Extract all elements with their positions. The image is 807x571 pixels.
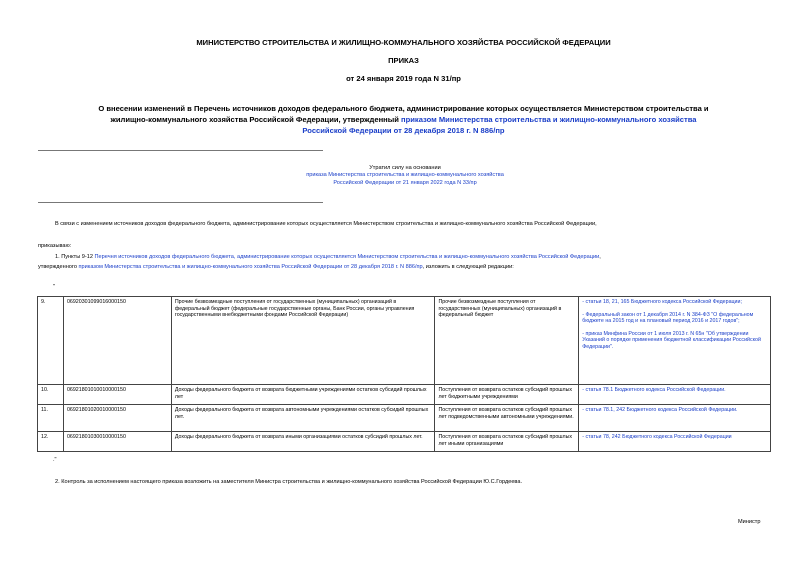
income-group: Прочие безвозмездные поступления от государственных (муниципальных) организаций в федеральный бюджет [435, 297, 579, 385]
row-number: 12. [38, 432, 64, 452]
legal-basis-link[interactable]: - статья 78.1 Бюджетного кодекса Российской Федерации. [579, 385, 771, 405]
title-line-2-text: жилищно-коммунального хозяйства Российской Федерации, утвержденный [110, 115, 401, 124]
doc-date-number: от 24 января 2019 года N 31/пр [346, 74, 461, 83]
quote-open: " [53, 284, 55, 290]
base-order-link-continued[interactable]: Российской Федерации от 28 декабря 2018 г. N 886/пр [302, 126, 505, 135]
list-link[interactable]: Перечня источников доходов федерального бюджета, администрирование которых осуществляется Министерством строительства и жилищно-коммунального хозяйства Российской Федерации [94, 254, 600, 260]
paragraph-1-start: 1. Пункты 9-12 [55, 254, 95, 260]
legal-basis-link[interactable]: - приказ Минфина России от 1 июля 2013 г. N 65н "Об утверждении Указаний о порядке применения бюджетной классификации Российской Федерации". [582, 330, 761, 350]
legal-basis-link[interactable]: - статьи 18, 21, 165 Бюджетного кодекса Российской Федерации; [582, 299, 742, 305]
repeal-notice-label: Утратил силу на основании [369, 165, 441, 171]
row-number: 10. [38, 385, 64, 405]
income-name: Прочие безвозмездные поступления от государственных (муниципальных) организаций в федеральный бюджет (федеральные государственные органы, Банк России, органы управления государственными внебюджетными фондами Российской Федерации) [171, 297, 435, 385]
table-row [38, 297, 771, 385]
income-group: Поступления от возврата остатков субсидий прошлых лет бюджетными учреждениями [435, 385, 579, 405]
notice-bottom-rule [38, 202, 323, 203]
title-line-1: О внесении изменений в Перечень источников доходов федерального бюджета, администрирование которых осуществляется Министерством строительства и [98, 104, 709, 113]
income-sources-table [37, 296, 771, 452]
income-group: Поступления от возврата остатков субсидий прошлых лет подведомственными автономными учреждениями. [435, 405, 579, 432]
title-line-2 [0, 114, 807, 125]
legal-basis [579, 297, 771, 385]
intro-paragraph: В связи с изменением источников доходов федерального бюджета, администрирование которых осуществляется Министерством строительства и жилищно-коммунального хозяйства Российской Федерации, [55, 221, 597, 227]
legal-basis-link[interactable]: - статьи 78.1, 242 Бюджетного кодекса Российской Федерации. [579, 405, 771, 432]
row-number: 11. [38, 405, 64, 432]
paragraph-1-line-2-end: , изложить в следующей редакции: [422, 264, 514, 270]
repeal-order-link[interactable]: приказа Министерства строительства и жилищно-коммунального хозяйства [306, 172, 504, 179]
legal-basis-link[interactable]: - статьи 78, 242 Бюджетного кодекса Российской Федерации [579, 432, 771, 452]
income-name: Доходы федерального бюджета от возврата иными организациями остатков субсидий прошлых лет. [171, 432, 435, 452]
order-word: приказываю: [38, 243, 72, 249]
signature-minister: Министр [738, 519, 761, 525]
doc-type-heading: ПРИКАЗ [388, 56, 419, 65]
budget-code: 06920301099016000150 [63, 297, 171, 385]
paragraph-1-comma: , [599, 254, 601, 260]
budget-code: 06921801010010000150 [63, 385, 171, 405]
row-number: 9. [38, 297, 64, 385]
budget-code: 06921801030010000150 [63, 432, 171, 452]
notice-top-rule [38, 150, 323, 151]
table-row [38, 432, 771, 452]
paragraph-1-line-2-start: утвержденного [38, 264, 79, 270]
repeal-order-link-continued[interactable]: Российской Федерации от 21 января 2022 года N 33/пр [333, 179, 477, 186]
income-group: Поступления от возврата остатков субсидий прошлых лет иными организациями [435, 432, 579, 452]
base-order-link[interactable]: приказом Министерства строительства и жилищно-коммунального хозяйства [401, 115, 697, 124]
income-name: Доходы федерального бюджета от возврата автономными учреждениями остатков субсидий прошлых лет. [171, 405, 435, 432]
document-title [0, 103, 807, 136]
approval-order-link[interactable]: приказом Министерства строительства и жилищно-коммунального хозяйства Российской Федерации от 28 декабря 2018 г. N 886/пр [78, 264, 423, 270]
quote-close: ." [53, 457, 57, 463]
paragraph-2: 2. Контроль за исполнением настоящего приказа возложить на заместителя Министра строительства и жилищно-коммунального хозяйства Российской Федерации Ю.С.Гордеева. [55, 479, 523, 485]
legal-basis-link[interactable]: - Федеральный закон от 1 декабря 2014 г. N 384-ФЗ "О федеральном бюджете на 2015 год и на плановый период 2016 и 2017 годов"; [582, 311, 754, 325]
paragraph-1 [55, 254, 775, 261]
income-name: Доходы федерального бюджета от возврата бюджетными учреждениями остатков субсидий прошлых лет [171, 385, 435, 405]
ministry-heading: МИНИСТЕРСТВО СТРОИТЕЛЬСТВА И ЖИЛИЩНО-КОММУНАЛЬНОГО ХОЗЯЙСТВА РОССИЙСКОЙ ФЕДЕРАЦИИ [196, 38, 611, 47]
paragraph-1-line-2 [38, 264, 773, 271]
table-row [38, 405, 771, 432]
table-row [38, 385, 771, 405]
budget-code: 06921801020010000150 [63, 405, 171, 432]
repeal-notice [250, 165, 560, 187]
